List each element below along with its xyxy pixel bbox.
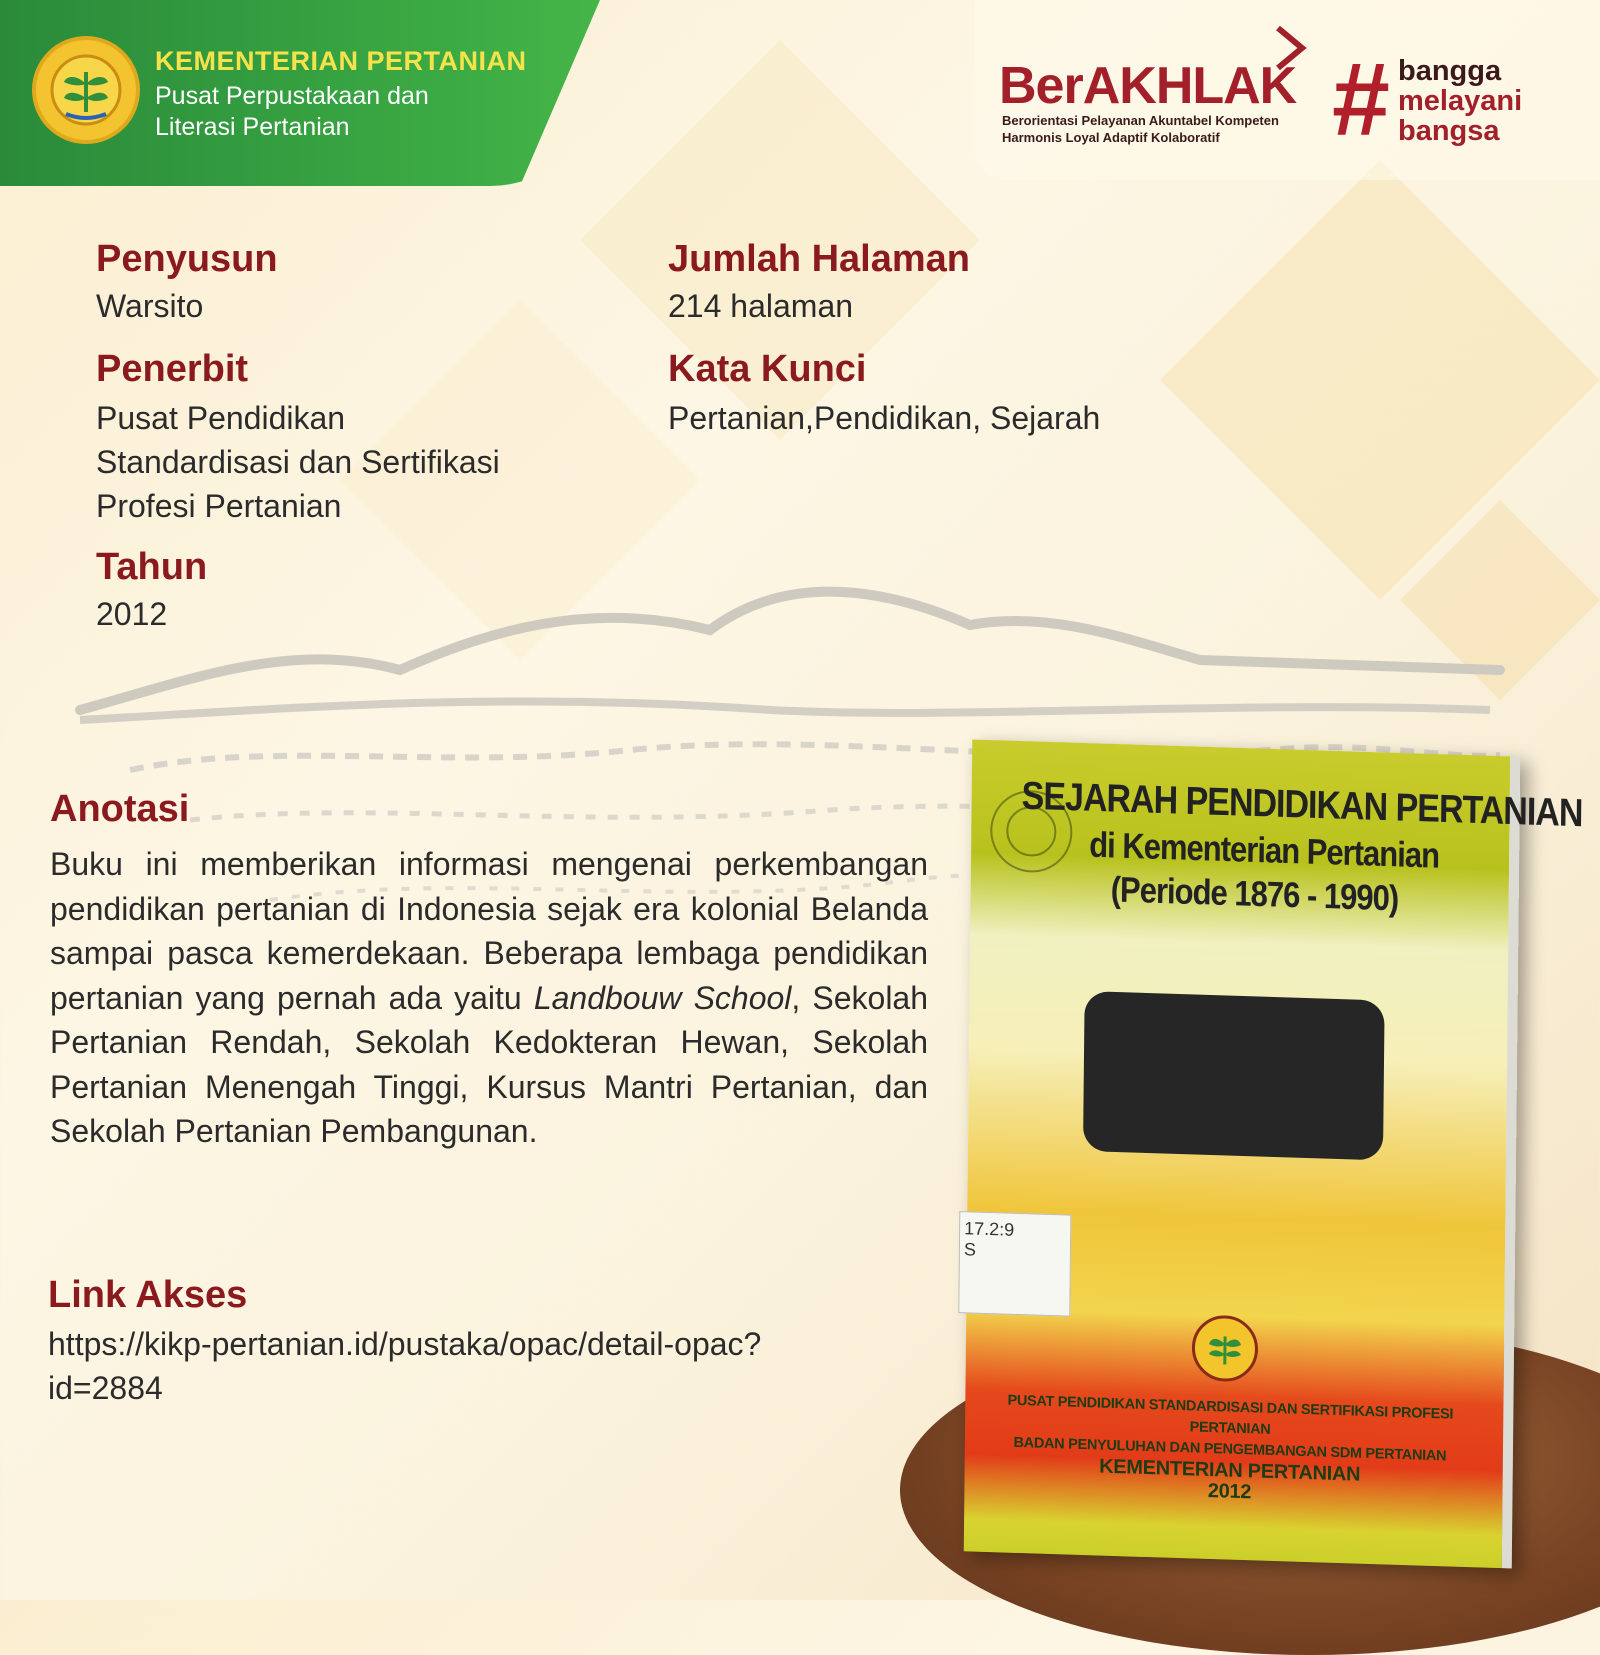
penerbit-line-2: Standardisasi dan Sertifikasi <box>96 444 500 480</box>
book-publisher <box>994 1390 1465 1510</box>
bangga-melayani-bangsa-logo <box>1398 56 1522 146</box>
org-subtitle <box>155 81 527 143</box>
book-subtitle: di Kementerian Pertanian <box>1088 824 1440 876</box>
jumlah-halaman-label: Jumlah Halaman <box>668 238 970 280</box>
link-akses-url[interactable]: https://kikp-pertanian.id/pustaka/opac/detail-opac?id=2884 <box>48 1326 762 1406</box>
book-publisher-line1: PUSAT PENDIDIKAN STANDARDISASI DAN SERTIFIKASI PROFESI PERTANIAN <box>1007 1392 1454 1438</box>
ministry-logo-icon <box>32 36 140 144</box>
anotasi-text-italic: Landbouw School <box>533 979 792 1016</box>
kata-kunci-value: Pertanian,Pendidikan, Sejarah <box>668 400 1101 436</box>
berakhlak-logo: BerAKHLAK <box>999 57 1297 115</box>
berakhlak-tagline-2: Harmonis Loyal Adaptif Kolaboratif <box>1002 130 1220 145</box>
book-call-number-sticker: 17.2:9 S <box>958 1211 1071 1316</box>
hashtag-icon: # <box>1332 42 1390 158</box>
book-ministry-logo-icon <box>1192 1314 1259 1382</box>
book-cover <box>963 740 1583 1569</box>
bangsa-text: bangsa <box>1398 115 1500 147</box>
chevron-right-icon <box>1272 24 1312 74</box>
book-year: 2012 <box>1207 1479 1252 1504</box>
org-subtitle-line2: Literasi Pertanian <box>155 113 350 141</box>
berakhlak-tagline <box>1002 112 1279 146</box>
penerbit-label: Penerbit <box>96 348 249 390</box>
melayani-text: melayani <box>1398 85 1523 117</box>
org-title: KEMENTERIAN PERTANIAN <box>155 46 527 76</box>
kata-kunci-label: Kata Kunci <box>668 348 867 390</box>
berakhlak-tagline-1: Berorientasi Pelayanan Akuntabel Kompeten <box>1002 113 1279 128</box>
org-subtitle-line1: Pusat Perpustakaan dan <box>155 82 429 110</box>
anotasi-label: Anotasi <box>50 788 190 830</box>
anotasi-text <box>50 842 928 1154</box>
tahun-label: Tahun <box>96 546 208 588</box>
jumlah-halaman-value: 214 halaman <box>668 288 854 324</box>
anotasi-text-part2: , Sekolah Pertanian Rendah, Sekolah Kedokteran Hewan, Sekolah Pertanian Menengah Tinggi, Kursus Mantri Pertanian, dan Sekolah Pertanian Pembangunan. <box>50 979 929 1149</box>
organization-name <box>155 46 527 143</box>
book-publisher-line2: BADAN PENYULUHAN DAN PENGEMBANGAN SDM PERTANIAN <box>1013 1434 1447 1465</box>
book-title: SEJARAH PENDIDIKAN PERTANIAN <box>1021 774 1583 836</box>
tahun-value: 2012 <box>96 596 168 632</box>
penerbit-value <box>96 396 500 528</box>
anotasi-text-part1: Buku ini memberikan informasi mengenai perkembangan pendidikan pertanian di Indonesia sejak era kolonial Belanda sampai pasca kemerdekaan. Beberapa lembaga pendidikan pertanian yang pernah ada yaitu <box>50 846 928 1016</box>
penyusun-label: Penyusun <box>96 238 278 280</box>
penerbit-line-3: Profesi Pertanian <box>96 488 342 524</box>
book-publisher-line3: KEMENTERIAN PERTANIAN <box>1099 1455 1361 1486</box>
penyusun-value: Warsito <box>96 288 204 324</box>
link-akses-label: Link Akses <box>48 1274 248 1316</box>
book-period: (Periode 1876 - 1990) <box>1110 869 1399 919</box>
bangga-text: bangga <box>1398 55 1502 87</box>
book-cover-patch <box>1083 991 1385 1160</box>
penerbit-line-1: Pusat Pendidikan <box>96 400 346 436</box>
